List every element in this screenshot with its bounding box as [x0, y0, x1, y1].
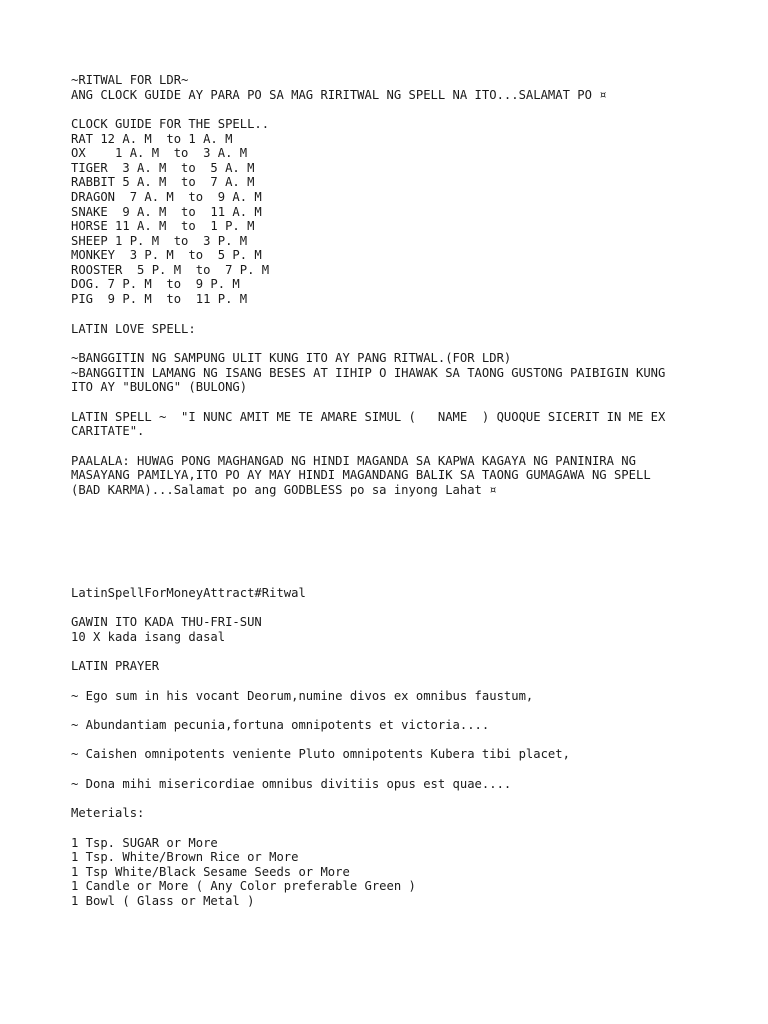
material-item: 1 Candle or More ( Any Color preferable Green ) [71, 879, 416, 893]
latin-prayer-heading: LATIN PRAYER [71, 659, 160, 673]
clock-guide-row-sheep: SHEEP 1 P. M to 3 P. M [71, 234, 248, 248]
money-spell-heading: LatinSpellForMoneyAttract#Ritwal [71, 586, 306, 600]
material-item: 1 Tsp. SUGAR or More [71, 836, 218, 850]
clock-guide-row-pig: PIG 9 P. M to 11 P. M [71, 292, 248, 306]
instruction-line: ~BANGGITIN LAMANG NG ISANG BESES AT IIHIP O IHAWAK SA TAONG GUSTONG PAIBIGIN KUNG [71, 366, 666, 380]
prayer-line: ~ Ego sum in his vocant Deorum,numine divos ex omnibus faustum, [71, 689, 534, 703]
material-item: 1 Tsp. White/Brown Rice or More [71, 850, 299, 864]
intro-line: ANG CLOCK GUIDE AY PARA PO SA MAG RIRITWAL NG SPELL NA ITO...SALAMAT PO ¤ [71, 88, 607, 102]
schedule-line: GAWIN ITO KADA THU-FRI-SUN [71, 615, 262, 629]
reminder-line: (BAD KARMA)...Salamat po ang GODBLESS po sa inyong Lahat ¤ [71, 483, 497, 497]
materials-heading: Meterials: [71, 806, 145, 820]
material-item: 1 Bowl ( Glass or Metal ) [71, 894, 255, 908]
instruction-line: ITO AY "BULONG" (BULONG) [71, 380, 248, 394]
schedule-line: 10 X kada isang dasal [71, 630, 226, 644]
prayer-line: ~ Abundantiam pecunia,fortuna omnipotents et victoria.... [71, 718, 490, 732]
clock-guide-row-snake: SNAKE 9 A. M to 11 A. M [71, 205, 262, 219]
clock-guide-row-dog: DOG. 7 P. M to 9 P. M [71, 277, 240, 291]
instruction-line: ~BANGGITIN NG SAMPUNG ULIT KUNG ITO AY PANG RITWAL.(FOR LDR) [71, 351, 512, 365]
love-spell-heading: LATIN LOVE SPELL: [71, 322, 196, 336]
document-title: ~RITWAL FOR LDR~ [71, 73, 189, 87]
material-item: 1 Tsp White/Black Sesame Seeds or More [71, 865, 350, 879]
reminder-line: MASAYANG PAMILYA,ITO PO AY MAY HINDI MAGANDANG BALIK SA TAONG GUMAGAWA NG SPELL [71, 468, 651, 482]
clock-guide-row-dragon: DRAGON 7 A. M to 9 A. M [71, 190, 262, 204]
reminder-line: PAALALA: HUWAG PONG MAGHANGAD NG HINDI MAGANDA SA KAPWA KAGAYA NG PANINIRA NG [71, 454, 636, 468]
prayer-line: ~ Dona mihi misericordiae omnibus divitiis opus est quae.... [71, 777, 512, 791]
latin-spell-line: LATIN SPELL ~ "I NUNC AMIT ME TE AMARE SIMUL ( NAME ) QUOQUE SICERIT IN ME EX [71, 410, 666, 424]
prayer-line: ~ Caishen omnipotents veniente Pluto omnipotents Kubera tibi placet, [71, 747, 570, 761]
clock-guide-row-rabbit: RABBIT 5 A. M to 7 A. M [71, 175, 255, 189]
clock-guide-row-rat: RAT 12 A. M to 1 A. M [71, 132, 233, 146]
clock-guide-row-rooster: ROOSTER 5 P. M to 7 P. M [71, 263, 270, 277]
clock-guide-row-ox: OX 1 A. M to 3 A. M [71, 146, 248, 160]
clock-guide-row-horse: HORSE 11 A. M to 1 P. M [71, 219, 255, 233]
clock-guide-row-monkey: MONKEY 3 P. M to 5 P. M [71, 248, 262, 262]
clock-guide-heading: CLOCK GUIDE FOR THE SPELL.. [71, 117, 270, 131]
latin-spell-line: CARITATE". [71, 424, 145, 438]
clock-guide-row-tiger: TIGER 3 A. M to 5 A. M [71, 161, 255, 175]
